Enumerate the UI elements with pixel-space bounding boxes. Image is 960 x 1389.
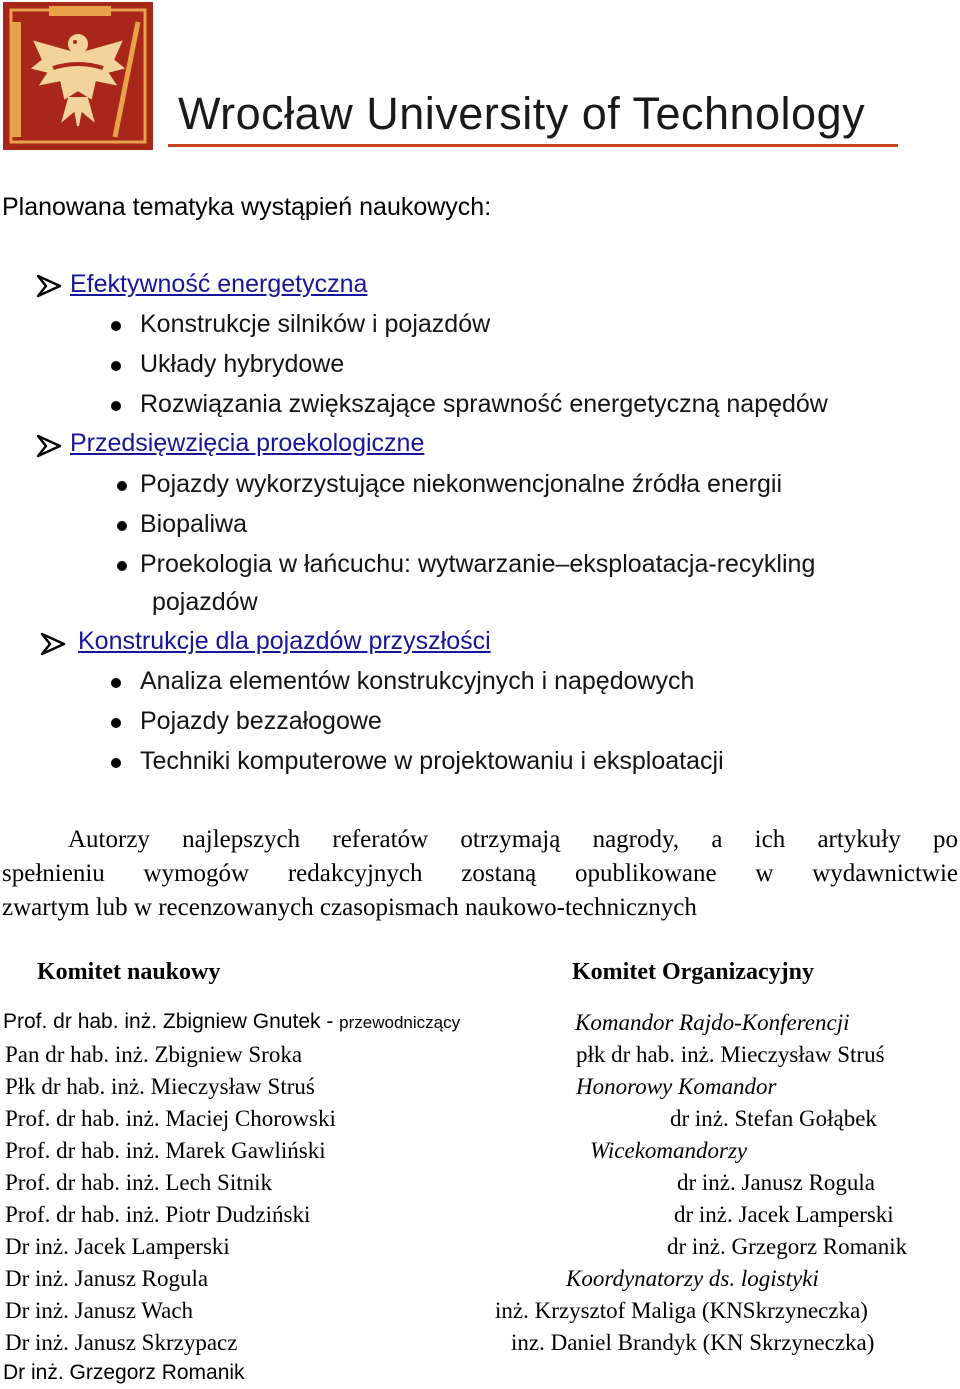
org-role: Koordynatorzy ds. logistyki [566,1266,819,1291]
awards-line: Autorzy najlepszych referatów otrzymają nagrody, a ich artykuły po [68,826,958,853]
committee-member: Prof. dr hab. inż. Piotr Dudziński [5,1202,311,1227]
topic-item-continuation: pojazdów [152,588,258,616]
awards-paragraph [2,823,958,925]
university-logo [3,2,153,150]
bullet-icon [111,718,121,728]
topic-item: Rozwiązania zwiększające sprawność energetyczną napędów [140,390,828,418]
committee-member: Płk dr hab. inż. Mieczysław Struś [5,1074,315,1099]
chair-role: przewodniczący [339,1013,461,1032]
arrow-bullet-icon [36,274,62,298]
bullet-icon [111,758,121,768]
committee-member: Dr inż. Grzegorz Romanik [3,1361,245,1384]
topic-title-pro-ecological: Przedsięwzięcia proekologiczne [70,429,425,457]
committee-member: Dr inż. Janusz Wach [5,1298,194,1323]
bullet-icon [111,321,121,331]
chair-name: Prof. dr hab. inż. Zbigniew Gnutek - [3,1010,340,1033]
arrow-bullet-icon [40,632,66,656]
topic-item: Układy hybrydowe [140,350,345,378]
committee-member: Dr inż. Janusz Rogula [5,1266,209,1291]
org-member: inż. Krzysztof Maliga (KNSkrzyneczka) [495,1298,868,1323]
scientific-committee-heading: Komitet naukowy [37,959,221,985]
org-role: Wicekomandorzy [590,1138,748,1163]
organizing-committee-heading: Komitet Organizacyjny [572,959,814,985]
committee-member: Prof. dr hab. inż. Lech Sitnik [5,1170,273,1195]
arrow-bullet-icon [36,434,62,458]
org-member: płk dr hab. inż. Mieczysław Struś [576,1042,885,1067]
bullet-icon [117,521,127,531]
topic-item: Pojazdy wykorzystujące niekonwencjonalne źródła energii [140,470,783,498]
org-member: dr inż. Jacek Lamperski [674,1202,894,1227]
bullet-icon [111,401,121,411]
committee-member: Prof. dr hab. inż. Maciej Chorowski [5,1106,336,1131]
topic-item: Techniki komputerowe w projektowaniu i eksploatacji [140,747,724,775]
org-member: inz. Daniel Brandyk (KN Skrzyneczka) [511,1330,875,1355]
org-member: dr inż. Janusz Rogula [677,1170,876,1195]
topic-title-energy-efficiency: Efektywność energetyczna [70,270,368,298]
committee-chair [3,1010,460,1034]
committee-member: Pan dr hab. inż. Zbigniew Sroka [5,1042,303,1067]
awards-line: zwartym lub w recenzowanych czasopismach naukowo-technicznych [2,894,697,921]
committee-member: Dr inż. Janusz Skrzypacz [5,1330,238,1355]
university-name: Wrocław University of Technology [178,88,866,139]
bullet-icon [111,361,121,371]
topics-intro: Planowana tematyka wystąpień naukowych: [2,193,492,221]
bullet-icon [117,481,127,491]
topic-item: Biopaliwa [140,510,248,538]
topic-item: Pojazdy bezzałogowe [140,707,382,735]
topic-item: Proekologia w łańcuchu: wytwarzanie–eksploatacja-recykling [140,550,816,578]
header-rule [168,144,898,147]
org-member: dr inż. Grzegorz Romanik [667,1234,908,1259]
bullet-icon [117,561,127,571]
awards-line: spełnieniu wymogów redakcyjnych zostaną opublikowane w wydawnictwie [2,860,958,887]
org-role: Honorowy Komandor [576,1074,777,1099]
bullet-icon [111,678,121,688]
org-role: Komandor Rajdo-Konferencji [575,1010,850,1035]
topic-item: Analiza elementów konstrukcyjnych i napędowych [140,667,695,695]
topic-item: Konstrukcje silników i pojazdów [140,310,491,338]
committee-member: Dr inż. Jacek Lamperski [5,1234,230,1259]
org-member: dr inż. Stefan Gołąbek [670,1106,877,1131]
topic-title-future-vehicles: Konstrukcje dla pojazdów przyszłości [78,627,491,655]
committee-member: Prof. dr hab. inż. Marek Gawliński [5,1138,326,1163]
